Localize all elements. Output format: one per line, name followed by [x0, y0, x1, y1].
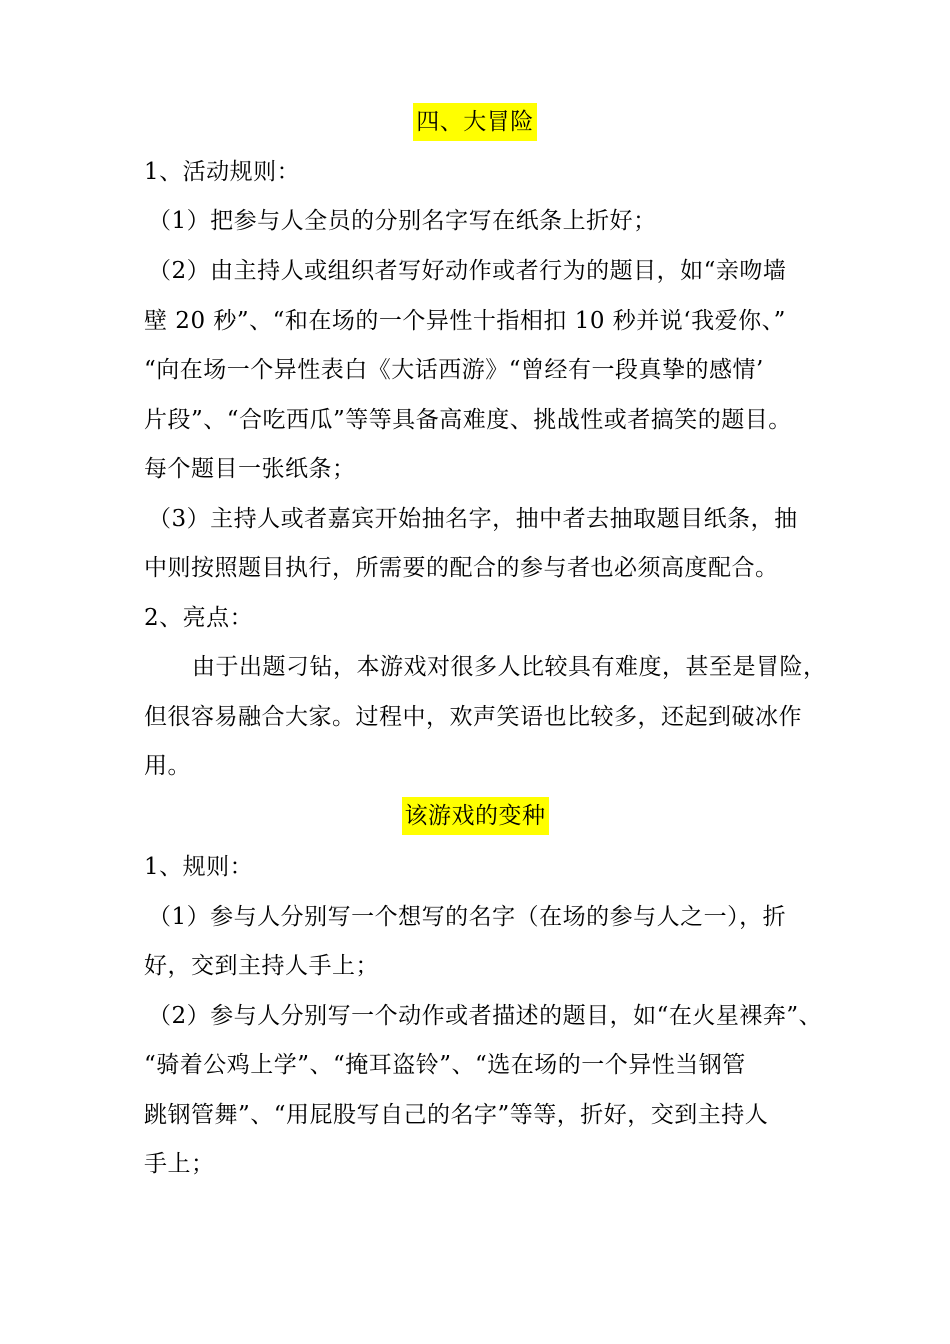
heading-da-mao-xian [0, 103, 950, 141]
section-title-highlights: 2、亮点： [144, 605, 254, 631]
heading-highlight: 四、大冒险 [413, 103, 537, 141]
variant-rule-2-line-3: 跳钢管舞”、“用屁股写自己的名字”等等，折好，交到主持人 [144, 1102, 769, 1128]
rule-2-line-1: （2）由主持人或组织者写好动作或者行为的题目，如“亲吻墙 [148, 258, 787, 284]
rule-3-line-1: （3）主持人或者嘉宾开始抽名字，抽中者去抽取题目纸条，抽 [148, 506, 798, 532]
rule-2-line-3: “向在场一个异性表白《大话西游》“曾经有一段真挚的感情’ [144, 357, 764, 383]
highlights-line-2: 但很容易融合大家。过程中，欢声笑语也比较多，还起到破冰作 [144, 704, 802, 730]
heading-highlight: 该游戏的变种 [402, 797, 549, 835]
rule-3-line-2: 中则按照题目执行，所需要的配合的参与者也必须高度配合。 [144, 555, 779, 581]
variant-rule-2-line-2: “骑着公鸡上学”、“掩耳盗铃”、“选在场的一个异性当钢管 [144, 1052, 746, 1078]
heading-variant [0, 797, 950, 835]
section-title-rules: 1、活动规则： [144, 159, 301, 185]
highlights-line-1: 由于出题刁钻，本游戏对很多人比较具有难度，甚至是冒险， [192, 654, 827, 680]
highlights-line-3: 用。 [144, 753, 191, 779]
variant-rule-2-line-4: 手上； [144, 1151, 215, 1177]
variant-rule-1-line-1: （1）参与人分别写一个想写的名字（在场的参与人之一），折 [148, 904, 787, 930]
variant-rule-2-line-1: （2）参与人分别写一个动作或者描述的题目，如“在火星裸奔”、 [148, 1003, 823, 1029]
variant-rules-title: 1、规则： [144, 854, 254, 880]
variant-rule-1-line-2: 好，交到主持人手上； [144, 953, 379, 979]
rule-2-line-4: 片段”、“合吃西瓜”等等具备高难度、挑战性或者搞笑的题目。 [144, 407, 792, 433]
rule-2-line-5: 每个题目一张纸条； [144, 456, 356, 482]
rule-1: （1）把参与人全员的分别名字写在纸条上折好； [148, 208, 657, 234]
rule-2-line-2: 壁 20 秒”、“和在场的一个异性十指相扣 10 秒并说‘我爱你、” [144, 308, 786, 334]
